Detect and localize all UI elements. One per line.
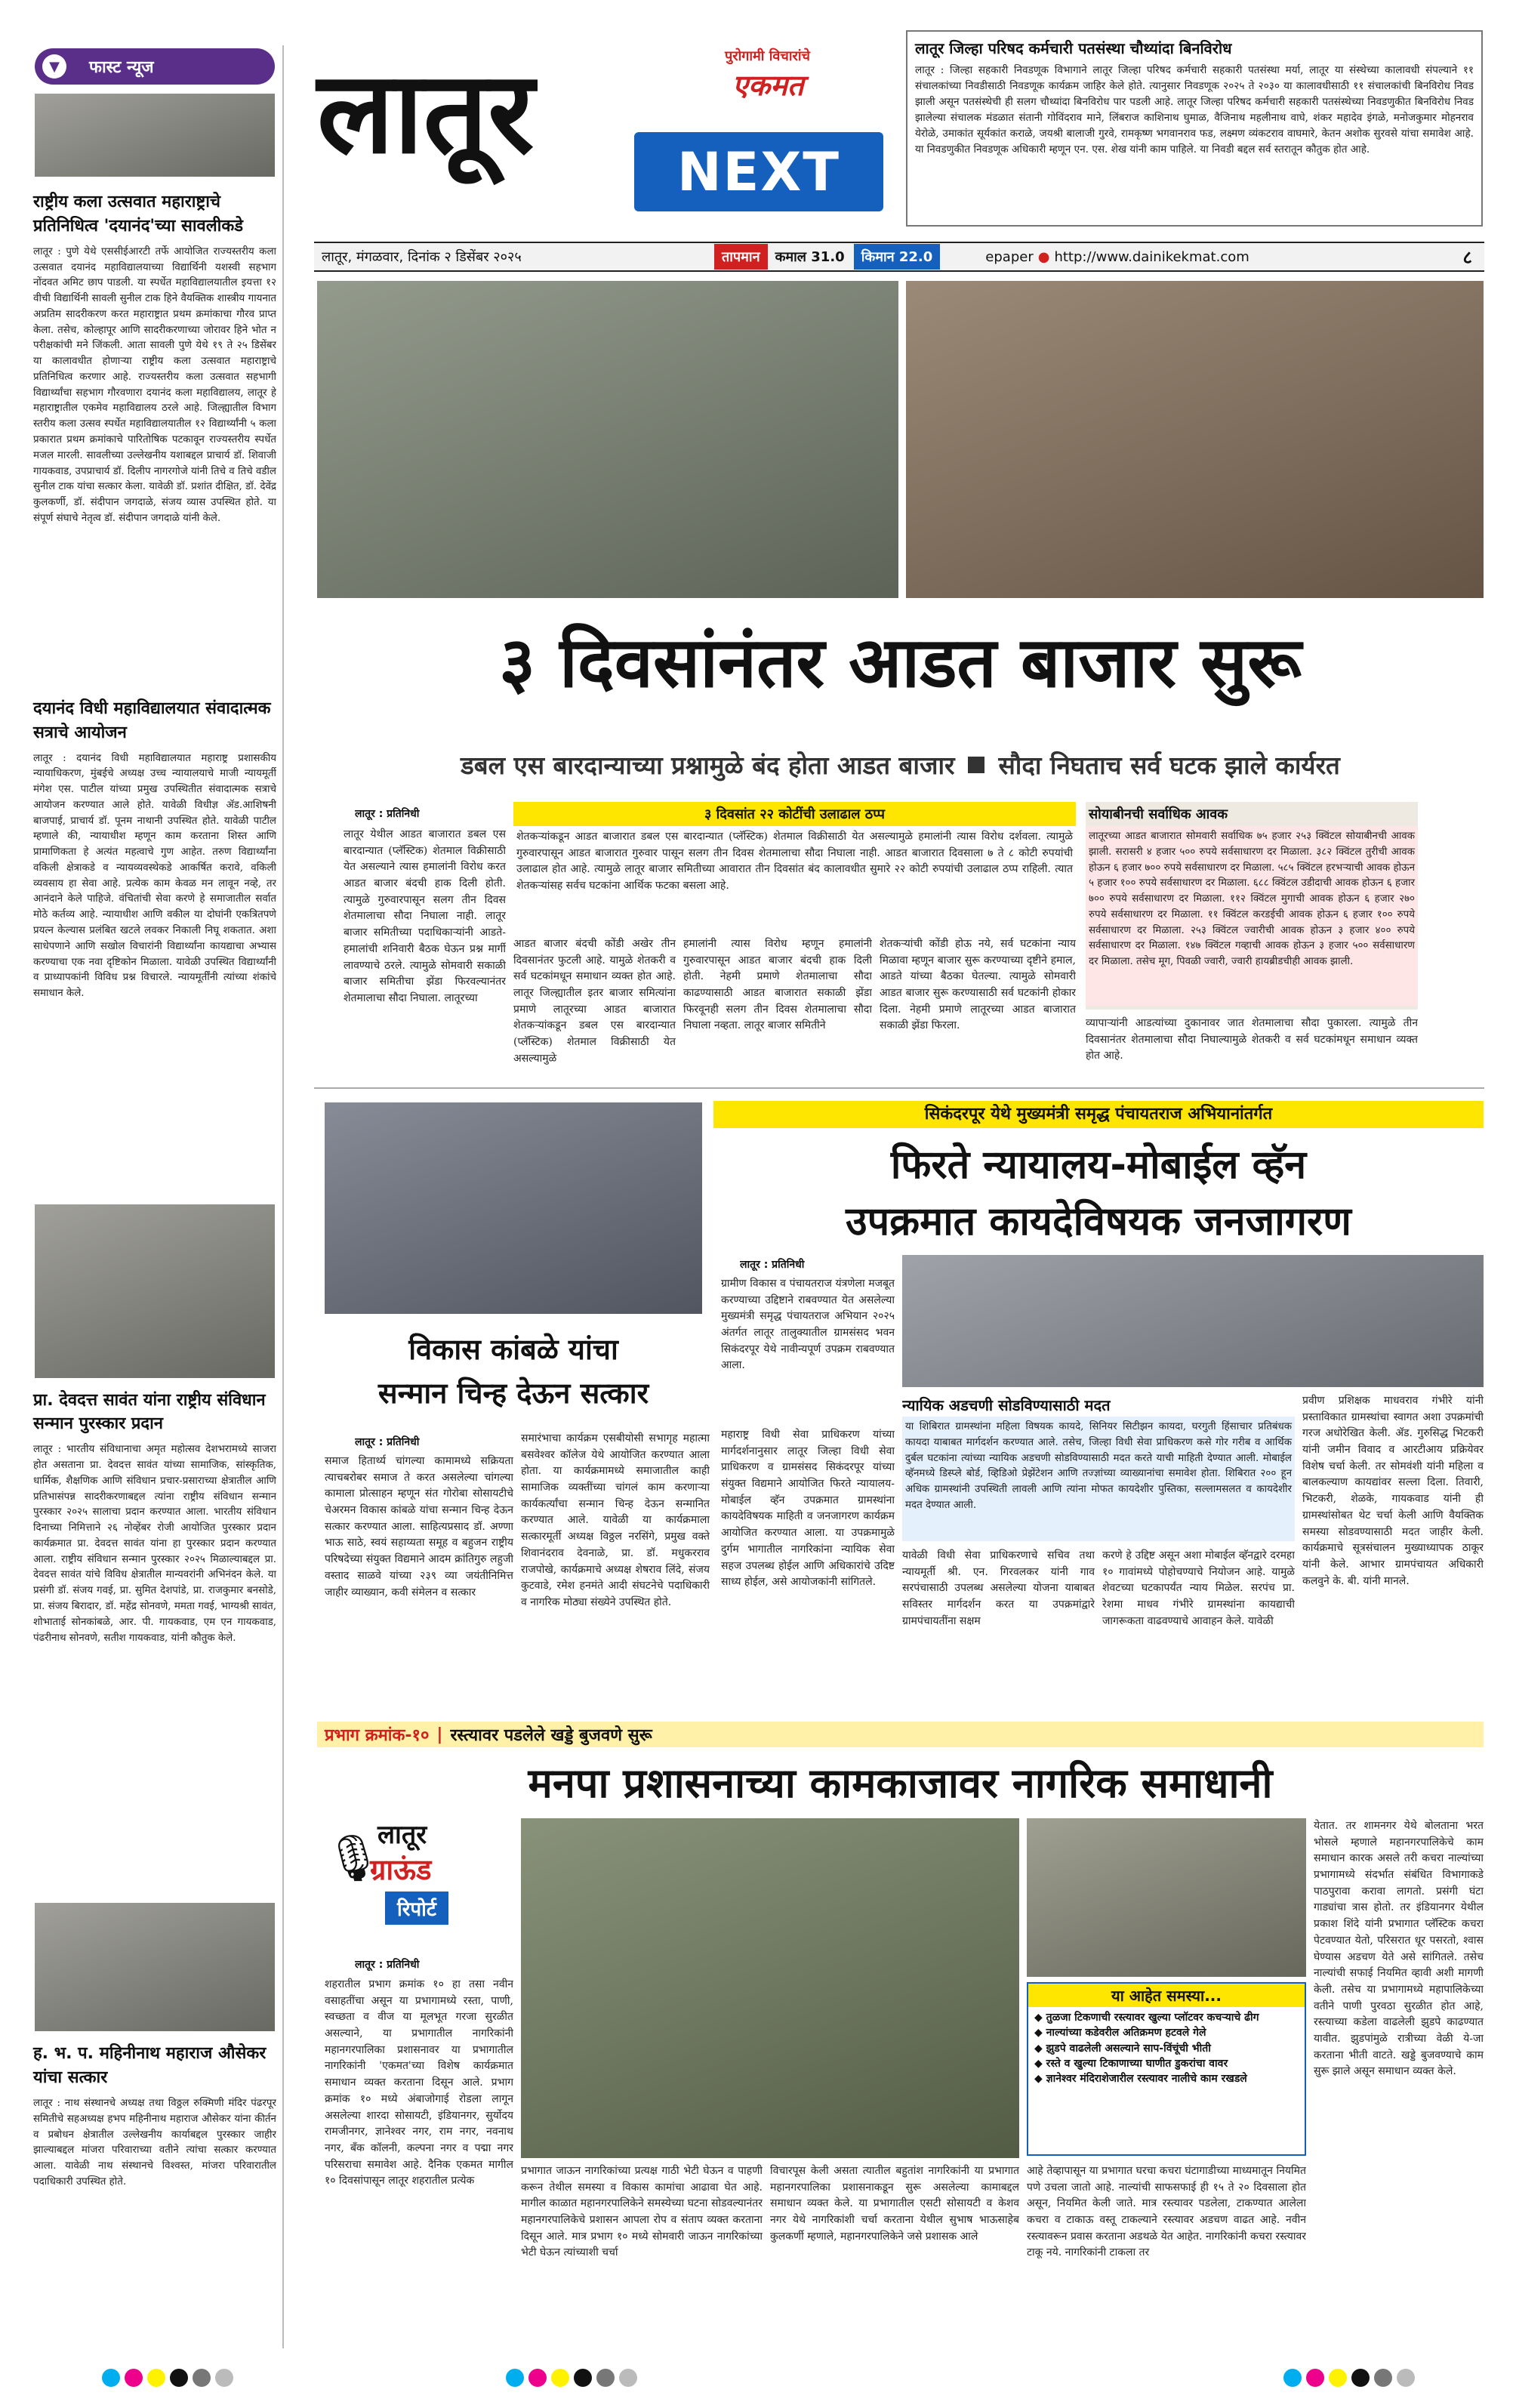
square-icon bbox=[968, 757, 984, 773]
s3-title: प्रा. देवदत्त सावंत यांना राष्ट्रीय संविधान सन्मान पुरस्कार प्रदान bbox=[33, 1390, 266, 1434]
soy-body: लातूरच्या आडत बाजारात सोमवारी सर्वाधिक ७५ हजार २५३ क्विंटल सोयाबीनची आवक झाली. सरासरी ४ हजार ५०० रुपये सर्वसाधारण दर मिळाला. ३८२ क्विंटल तुरीची आवक होऊन ६ हजार ७०० रुपये सर्वसाधारण दर मिळाला. ५८५ क्विंटल हरभऱ्याची आवक होऊन ५ हजार १०० रुपये सर्वसाधारण दर मिळाला. ६८८ क्विंटल उडीदाची आवक होऊन ६ हजार ७०० रुपये सर्वसाधारण दर मिळाला. ११२ क्विंटल मुगाची आवक होऊन ६ हजार २७० रुपये सर्वसाधारण दर मिळाला. ११ क्विंटल करडईची आवक होऊन ६ हजार १०० रुपये सर्वसाधारण दर मिळाला. २५३ क्विंटल ज्वारीची आवक होऊन ३ हजार ४०० रुपये सर्वसाधारण दर मिळाला. १४७ क्विंटल गव्हाची आवक होऊन ३ हजार ५०० सर्वसाधारण दर मिळाला. तसेच मूग, पिवळी ज्वारी, ज्वारी हायब्रीडचीही आवक झाली. bbox=[1086, 826, 1418, 1006]
fast-news-label: फास्ट न्यूज bbox=[89, 58, 154, 77]
photo-pig-garbage bbox=[521, 1818, 1019, 2158]
s4-body: लातूर : नाथ संस्थानचे अध्यक्ष तथा विठ्ठल रुक्मिणी मंदिर पंढरपूर समितीचे सहअध्यक्ष हभप महिनीनाथ महाराज औसेकर यांना कीर्तन व प्रबोधन क्षेत्रातील उल्लेखनीय कार्याबद्दल पुरस्कार जाहीर झाल्याबद्दल मांजरा परिवाराच्या वतीने त्यांचा सत्कार करण्यात आला. यावेळी नाथ संस्थानचे विश्वस्त, मांजरा परिवारातील पदाधिकारी उपस्थित होते. bbox=[33, 2098, 276, 2188]
court-box-body: या शिबिरात ग्रामस्थांना महिला विषयक कायदे, सिनियर सिटीझन कायदा, घरगुती हिंसाचार प्रतिबंधक कायदा याबाबत मार्गदर्शन करण्यात आले. तसेच, जिल्हा विधी सेवा प्राधिकरण कसे गोर गरीब व आर्थिक दुर्बल घटकांना त्यांच्या न्यायिक अडचणी सोडविण्यासाठी मदत करते याची माहिती देण्यात आली. मोबाईल व्हॅनमध्ये डिस्प्ले बोर्ड, व्हिडिओ प्रेझेंटेशन आणि तज्ज्ञांच्या व्याख्यानांचा समावेश होता. शिबिरात २०० हून अधिक ग्रामस्थांनी उपस्थिती लावली आणि त्यांना मोफत कायदेशीर पुस्तिका, सल्लामसलत व कायदेशीर मदत देण्यात आली. bbox=[902, 1417, 1295, 1541]
civic-kicker2: रस्त्यावर पडलेले खड्डे बुजवणे सुरू bbox=[450, 1726, 652, 1745]
brand-logo: एकमत bbox=[732, 69, 804, 102]
issues-list bbox=[1028, 2007, 1305, 2089]
s1-title: राष्ट्रीय कला उत्सवात महाराष्ट्राचे प्रतिनिधित्व 'दयानंद'च्या सावलीकडे bbox=[33, 193, 244, 236]
next-label: NEXT bbox=[676, 140, 841, 203]
lead-col3: हमालांनी त्यास विरोध म्हणून हमालांनी गुरुवारपासून आडत बाजार बंदची हाक दिली होती. नेहमी प्रमाणे शेतमालाचा सौदा काढण्यासाठी आडत बाजारात सकाळी झेंडा फिरवूनही सलग तीन दिवस शेतमालाचा सौदा निघाला नव्हता. लातूर बाजार समितीने bbox=[683, 938, 872, 1032]
photo-court-van bbox=[902, 1255, 1484, 1387]
civic-headline: मनपा प्रशासनाच्या कामकाजावर नागरिक समाधानी bbox=[528, 1759, 1273, 1807]
masthead bbox=[302, 45, 891, 227]
top-box-body: लातूर : जिल्हा सहकारी निवडणूक विभागाने लातूर जिल्हा परिषद कर्मचारी सहकारी पतसंस्था मर्या, लातूर या संस्थेच्या कालावधी संपल्याने ११ संचालकांच्या निवडीसाठी निवडणूक कार्यक्रम जाहिर केले होते. त्यानुसार निवडणूक २०२५ ते २०३० या कालावधीसाठी ११ संचालकांची बिनविरोध निवड झाली असून पतसंस्थेची ही सलग चौथ्यांदा बिनविरोध पार पडली आहे. लातूर जिल्हा परिषद कर्मचारी सहकारी पतसंस्थेच्या निवडणुकीत बिनविरोध निवड झालेल्या संचालक मंडळात संतानी गोविंदराव माने, लिंबराज काशिनाथ घुमाळ, वैजिनाथ महलीनाथ वाघे, शंकर महादेव इंगळे, मनोजकुमार मोहनराव येरोळे, उमाकांत सूर्यकांत कराळे, जयश्री बालाजी गुरवे, रामकृष्ण भगवानराव फड, लक्ष्मण व्यंकटराव वाघमारे, केतन अशोक सुरवसे यांचा समावेश आहे. या निवडणुकीत निवडणूक अधिकारी म्हणून एन. एस. शेख यांनी काम पाहिले. या निवडी बद्दल सर्व स्तरातून कौतुक होत आहे. bbox=[915, 64, 1474, 156]
lead-col4: शेतकऱ्यांची कोंडी होऊ नये, सर्व घटकांना न्याय मिळावा म्हणून बाजार सुरू करण्याच्या दृष्टीने हमाल, आडते यांच्या बैठका घेतल्या. त्यामुळे सोमवारी आडत बाजार सुरू करण्यासाठी सर्व घटकांनी होकार दिला. नेहमी प्रमाणे लातूरच्या आडत बाजारात सकाळी झेंडा फिरला. bbox=[880, 938, 1076, 1032]
award-byline: लातूर : प्रतिनिधी bbox=[355, 1436, 420, 1448]
court-col1: ग्रामीण विकास व पंचायतराज यंत्रणेला मजबूत करण्याच्या उद्दिष्टाने राबवण्यात येत असलेल्या मुख्यमंत्री समृद्ध पंचायतराज अभियान २०२५ अंतर्गत लातूर तालुक्यातील ग्रामसंसद भवन सिकंदरपूर येथे नावीन्यपूर्ण उपक्रम राबवण्यात आला. bbox=[721, 1278, 895, 1372]
issues-title: या आहेत समस्या... bbox=[1028, 1984, 1305, 2007]
s2-body: लातूर : दयानंद विधी महाविद्यालयात महाराष्ट्र प्रशासकीय न्यायाधिकरण, मुंबईचे अध्यक्ष उच्च न्यायालयाचे माजी न्यायमूर्ती मंगेश एस. पाटील यांच्या प्रमुख उपस्थितीत संवादात्मक सत्राचे आयोजन करण्यात आले होते. यावेळी विधीज्ञ ॲड.आशिषनी बाजपाई, प्राचार्य डॉ. पूनम नाथानी उपस्थित होते. यावेळी पाटील म्हणाले की, न्यायाधीश म्हणून काम करताना शिस्त आणि प्रामाणिकता हे अत्यंत महत्वाचे गुण आहेत. तरुण विद्यार्थ्यांना वकिली क्षेत्राकडे व न्यायव्यवस्थेकडे आकर्षित करावे, वकिली व्यवसाय हा सेवा आहे. प्रत्येक काम केवळ मन लावून नव्हे, तर आनंदाने केले पाहिजे. वंचितांची सेवा करणे हे समाजातील सर्वात मोठे कर्तव्य आहे. न्यायाधीश आणि वकील या दोघांनी एकत्रितपणे प्रयत्न केल्यास प्रलंबित खटले लवकर निकाली निघू शकतात. अशा साधेपणाने आणि सखोल विचारांनी विद्यार्थ्यांना कायद्याचा अभ्यास करण्याचा एक नवा दृष्टिकोन मिळाला. यावेळी उपस्थित विद्यार्थ्यांनी व प्राध्यापकांनी विविध प्रश्न विचारले. न्यायमूर्तींनी त्यांच्या शंकांचे समाधान केले. bbox=[33, 752, 276, 1000]
registration-marks-right bbox=[1283, 2366, 1510, 2389]
civic-col3: विचारपूस केली असता त्यातील बहुतांश नागरिकांनी या प्रभागात महानगरपालिका प्रशासनाकडून सुरू असलेल्या कामाबद्दल समाधान व्यक्त केले. या प्रभागातील एसटी सोसायटी व केशव नगर येथे नागरिकांशी चर्चा करताना येथील सुभाष भाऊसाहेब कुलकर्णी म्हणाले, महानगरपालिकेने जसे प्रशासक आले bbox=[770, 2165, 1019, 2243]
microphone-icon: 🎙 bbox=[325, 1832, 383, 1885]
court-h1: फिरते न्यायालय-मोबाईल व्हॅन bbox=[890, 1142, 1307, 1188]
civic-col5: येतात. तर शामनगर येथे बोलताना भरत भोसले म्हणाले महानगरपालिकेचे काम समाधान कारक असले तरी कचरा नाल्यांच्या प्रभागामध्ये संदर्भात संबंधित विभागाकडे पाठपुरावा करावा लागतो. प्रसंगी घंटा गाड्यांचा त्रास होतो. तर इंडियानगर येथील प्रकाश शिंदे यांनी प्रभागात प्लॅस्टिक कचरा पेटवण्यात येतो, परिसरात धूर पसरतो, श्वास घेण्यास अडचण येते असे सांगितले. तसेच नाल्यांची सफाई नियमित व्हावी अशी मागणी केली. तसेच या प्रभागामध्ये महापालिकेच्या वतीने पाणी पुरवठा सुरळीत होत आहे, रस्त्याच्या कडेला वाढलेली झुडपे काढण्यात यावीत. झुडपांमुळे रात्रीच्या वेळी ये-जा करताना भीती वाटते. खड्डे बुजवण्याचे काम सुरू झाले असून समाधान व्यक्त केले. bbox=[1314, 1820, 1484, 2078]
divider bbox=[314, 1087, 1484, 1089]
masthead-title: लातूर bbox=[317, 48, 535, 179]
temp-max: कमाल 31.0 bbox=[775, 249, 845, 265]
s3-body: लातूर : भारतीय संविधानाचा अमृत महोत्सव देशभरामध्ये साजरा होत असताना प्रा. देवदत्त सावंत यांच्या सामाजिक, सांस्कृतिक, धार्मिक, शैक्षणिक आणि संविधान प्रचार-प्रसाराच्या क्षेत्रातील आणि प्रतिभासंपन्न सादरीकरणाबद्दल त्यांना राष्ट्रीय संविधान सन्मान पुरस्कार २०२५ सालाचा प्रदान करण्यात आला. भारतीय संविधान दिनाच्या निमित्ताने २६ नोव्हेंबर रोजी आयोजित पुरस्कार प्रदान कार्यक्रमात प्रा. देवदत्त सावंत यांना हा पुरस्कार प्रदान करण्यात आला. राष्ट्रीय संविधान सन्मान पुरस्कार २०२५ मिळाल्याबद्दल प्रा. देवदत्त सावंत यांचे विविध क्षेत्रातील मान्यवरांनी अभिनंदन केले. या प्रसंगी डॉ. संजय गवई, प्रा. सुमित देशपांडे, प्रा. राजकुमार बनसोडे, प्रा. संजय बिरादार, डॉ. महेंद्र सोनवणे, ममता गवई, भाग्यश्री सावंत, शोभाताई सोनकांबळे, आर. पी. गायकवाड, एम एन गायकवाड, पंढरीनाथ सोनवणे, सतीश गायकवाड, यांनी कौतुक केले. bbox=[33, 1444, 276, 1644]
logo-bot: रिपोर्ट bbox=[385, 1892, 448, 1925]
epaper-link[interactable]: http://www.dainikekmat.com bbox=[1054, 248, 1249, 265]
photo-ausekar bbox=[35, 1903, 275, 2031]
lead-box-title: ३ दिवसांत २२ कोटींची उलाढाल ठप्प bbox=[513, 802, 1076, 826]
s1-body: लातूर : पुणे येथे एससीईआरटी तर्फे आयोजित राज्यस्तरीय कला उत्सवात दयानंद महाविद्यालयाच्या विद्यार्थिनी यशस्वी सहभाग नोंदवत अमिट छाप पाडली. या स्पर्धेत महाविद्यालयातील इयत्ता १२ वीची विद्यार्थिनी सावली सुनील टाक हिने वैयक्तिक शास्त्रीय गायनात अप्रतिम सादरीकरण करत महाराष्ट्रात प्रथम क्रमांकाचा गौरव प्राप्त केला. तसेच, कोल्हापूर आणि सादरीकरणाच्या जोरावर हिने भोत न परीक्षकांची मने जिंकली. आता सावली पुणे येथे १९ ते २५ डिसेंबर या कालावधीत होणाऱ्या राष्ट्रीय कला उत्सवात महाराष्ट्राचे प्रतिनिधित्व करणार आहे. राज्यस्तरीय कला उत्सवात सहभागी विद्यार्थ्यांचा सहभाग गौरवणारा दयानंद कला महाविद्यालय, लातूर हे महाराष्ट्रातील एकमेव महाविद्यालय ठरले आहे. जिल्ह्यातील विभाग स्तरीय कला उत्सव स्पर्धेत महाविद्यालयातील १२ विद्यार्थ्यांनी ५ कला प्रकारात प्रथम क्रमांकाचे पारितोषिक पटकावून राज्यस्तरीय स्पर्धेत मजल मारली. सावलीच्या उल्लेखनीय यशाबद्दल प्राचार्य डॉ. शिवाजी गायकवाड, उपप्राचार्य डॉ. दिलीप नागरगोजे यांनी तिचे व तिचे वडील सुनील टाक यांचा सत्कार केला. यावेळी डॉ. प्रशांत दीक्षित, डॉ. देवेंद्र कुलकर्णी, डॉ. संदीपान जगदाळे, संजय व्यास उपस्थित होते. या संपूर्ण संघाचे नेतृत्व डॉ. संदीपान जगदाळे यांनी केले. bbox=[33, 245, 276, 524]
court-box-title: न्यायिक अडचणी सोडविण्यासाठी मदत bbox=[902, 1396, 1111, 1414]
issue-item: ◆ ज्ञानेश्वर मंदिराशेजारील रस्त्यावर नालीचे काम रखडले bbox=[1034, 2073, 1247, 2086]
temp-min: किमान 22.0 bbox=[854, 244, 941, 270]
photo-market-street bbox=[317, 281, 898, 598]
court-col5: प्रवीण प्रशिक्षक माधवराव गंभीरे यांनी प्रस्ताविकात ग्रामस्थांचा स्वागत अशा उपक्रमांची गरज अधोरेखित केली. ॲड. गुरुसिद्ध भिटकरी यांनी जमीन विवाद व आरटीआय प्रक्रियेवर विशेष चर्चा केली. तर सोमवंशी यांनी महिला व बालकल्याण कायद्यांवर सल्ला दिला. तिवारी, भिटकरी, शेळके, गायकवाड यांनी ही ग्रामस्थांसोबत थेट चर्चा केली आणि वैयक्तिक समस्या सोडवण्यासाठी मदत जाहीर केली. कार्यक्रमाचे सूत्रसंचालन मुख्याध्यापक ठाकूर यांनी केले. आभार ग्रामपंचायत अधिकारी कलवुने के. बी. यांनी मानले. bbox=[1302, 1395, 1484, 1587]
court-box bbox=[902, 1393, 1295, 1544]
photo-market-grain bbox=[906, 281, 1484, 598]
temp-label: तापमान bbox=[714, 244, 768, 270]
globe-icon: ● bbox=[1037, 248, 1050, 265]
civic-byline: लातूर : प्रतिनिधी bbox=[355, 1959, 420, 1971]
lead-col1: लातूर येथील आडत बाजारात डबल एस बारदान्यात (प्लॅस्टिक) शेतमाल विक्रीसाठी येत असल्याने त्यास हमालांनी विरोध करत आडत बाजार बंदची हाक दिली होती. त्यामुळे गुरुवारपासून सलग तीन दिवस शेतमालाचा सौदा निघाला नाही. लातूर बाजार समितीच्या पदाधिकाऱ्यांनी आडते-हमालांची शनिवारी बैठक घेऊन प्रश्न मार्गी लावण्याचे ठरले. त्यामुळे सोमवारी सकाळी बाजार समितीचा झेंडा फिरवल्यानंतर शेतमालाचा सौदा निघाला. लातूरच्या bbox=[344, 828, 506, 1004]
logo-mid: ग्राऊंड bbox=[370, 1853, 432, 1886]
court-col2: महाराष्ट्र विधी सेवा प्राधिकरण यांच्या मार्गदर्शनानुसार लातूर जिल्हा विधी सेवा प्राधिकरण व ग्रामसंसद सिकंदरपूर यांच्या संयुक्त विद्यमाने आयोजित फिरते न्यायालय-मोबाईल व्हॅन उपक्रमात ग्रामस्थांना कायदेविषयक माहिती व जनजागरण कार्यक्रम आयोजित करण्यात आला. या उपक्रमामुळे दुर्गम भागातील नागरिकांना न्यायिक सेवा सहज उपलब्ध होईल आणि अधिकारांचे उदिष्ट साध्य होईल, असे आयोजकांनी सांगितले. bbox=[721, 1429, 895, 1589]
issue-item: ◆ तुळजा टिकणाची रस्त्यावर खुल्या प्लॉटवर कचऱ्याचे ढीग bbox=[1034, 2012, 1259, 2024]
soy-box bbox=[1086, 802, 1418, 1010]
lead-box bbox=[513, 802, 1076, 930]
next-logo bbox=[634, 132, 883, 211]
civic-col4: आहे तेव्हापासून या प्रभागात घरचा कचरा घंटागाडीच्या माध्यमातून नियमित पणे उचला जातो आहे. नाल्यांची साफसफाई ही १५ ते २० दिवसाला होत असून, नियमित केली जाते. मात्र रस्त्यावर पडलेला, टाकण्यात आलेला कचरा व टाकाऊ वस्तू टाकल्याने रस्त्यावर अडचण वाढत आहे. नवीन रस्त्यावरून प्रवास करताना अडथळे येत आहेत. नागरिकांनी कचरा रस्त्यावर टाकू नये. नागरिकांनी टाकला तर bbox=[1027, 2165, 1306, 2259]
lead-headline: ३ दिवसांनंतर आडत बाजार सुरू bbox=[499, 622, 1302, 703]
deck-left: डबल एस बारदान्याच्या प्रश्नामुळे बंद होता आडत बाजार bbox=[461, 751, 955, 780]
page-number: ८ bbox=[1462, 246, 1472, 268]
civic-col1: शहरातील प्रभाग क्रमांक १० हा तसा नवीन वसाहतींचा असून या प्रभागामध्ये रस्ता, पाणी, स्वच्छता व वीज या मूलभूत गरजा सुरळीत असल्याने, या प्रभागातील नागरिकांनी महानगरपालिका प्रशासनावर या प्रभागातील नागरिकांनी 'एकमत'च्या विशेष कार्यक्रमात समाधान व्यक्त करताना दिसून आले. प्रभाग क्रमांक १० मध्ये अंबाजोगाई रोडला लागून असलेल्या शारदा सोसायटी, इंडियानगर, सुर्योदय रामजीनगर, ज्ञानेश्वर नगर, राम नगर, नवनाथ नगर, बँक कॉलनी, कल्पना नगर व पद्मा नगर परिसराचा समावेश आहे. दैनिक एकमत मागील १० दिवसांपासून लातूर शहरातील प्रत्येक bbox=[325, 1978, 513, 2188]
photo-building bbox=[1027, 1818, 1306, 1977]
deck-right: सौदा निघताच सर्व घटक झाले कार्यरत bbox=[998, 751, 1340, 780]
issue-item: ◆ झुडपे वाढलेली असल्याने साप-विंचूंची भीती bbox=[1034, 2042, 1211, 2055]
sidebar bbox=[27, 45, 284, 2348]
registration-marks-center bbox=[506, 2366, 732, 2389]
award-h2: सन्मान चिन्ह देऊन सत्कार bbox=[377, 1377, 649, 1410]
photo-award bbox=[325, 1102, 702, 1314]
lead-col2: आडत बाजार बंदची कोंडी अखेर तीन दिवसानंतर फुटली आहे. यामुळे शेतकरी व सर्व घटकांमधून समाधान व्यक्त होत आहे. लातूर जिल्ह्यातील इतर बाजार समित्यांना प्रमाणे लातूरच्या आडत बाजारात शेतकऱ्यांकडून डबल एस बारदान्यात (प्लॅस्टिक) शेतमाल विक्रीसाठी येत असल्यामुळे bbox=[513, 938, 676, 1065]
dateline bbox=[314, 242, 1484, 272]
chevron-down-icon: ▼ bbox=[42, 54, 66, 79]
court-h2: उपक्रमात कायदेविषयक जनजागरण bbox=[846, 1199, 1351, 1244]
brand-tagline: पुरोगामी विचारांचे bbox=[725, 48, 810, 64]
issue-item: ◆ नाल्यांच्या कडेवरील अतिक्रमण हटवले गेले bbox=[1034, 2027, 1206, 2040]
epaper-label: epaper bbox=[985, 248, 1034, 265]
court-byline: लातूर : प्रतिनिधी bbox=[740, 1259, 805, 1271]
lead-byline: लातूर : प्रतिनिधी bbox=[355, 808, 420, 820]
court-col4: करणे हे उद्दिष्ट असून अशा मोबाईल व्हॅनद्वारे दरमहा १० गावांमध्ये पोहोचण्याचे नियोजन आहे. यामुळे शेवटच्या घटकापर्यंत न्याय मिळेल. सरपंच प्रा. रेशमा माधव गंभीरे ग्रामस्थांना कायद्याची जागरूकता वाढवण्याचे आवाहन केले. यावेळी bbox=[1102, 1549, 1295, 1627]
civic-col2: प्रभागात जाऊन नागरिकांच्या प्रत्यक्ष गाठी भेटी घेऊन व पाहणी करून तेथील समस्या व विकास कामांचा आढावा घेत आहे. मागील काळात महानगरपालिकेने समस्येच्या घटना सोडवल्यानंतर महानगरपालिकेचे प्रशासन आपला रोप व संताप व्यक्त करताना दिसून आले. मात्र प्रभाग १० मध्ये सोमवारी जाऊन नागरिकांच्या भेटी घेऊन त्यांच्याशी चर्चा bbox=[521, 2165, 763, 2259]
award-col2: समारंभाचा कार्यक्रम एसबीयोसी सभागृह महात्मा बसवेश्वर कॉलेज येथे आयोजित करण्यात आला होता. या कार्यक्रमामध्ये समाजातील काही सामाजिक व्यक्तींच्या चांगलं काम करणाऱ्या कार्यकर्त्यांचा सन्मान चिन्ह देऊन सन्मानित करण्यात आले. यावेळी या कार्यक्रमाला सत्कारमूर्ती अध्यक्ष विठ्ठल नरसिंगे, प्रमुख वक्ते शिवानंदराव देवनाळे, प्रा. डॉ. मधुकरराव राजपोखे, कार्यक्रमाचे अध्यक्ष शेषराव लिंदे, संजय कुटवाडे, रमेश हनमंते आदी संघटनेचे पदाधिकारी व नागरिक मोठ्या संख्येने उपस्थित होते. bbox=[521, 1432, 710, 1608]
registration-marks-left bbox=[102, 2366, 328, 2389]
fast-news-badge bbox=[35, 48, 275, 85]
lead-deck bbox=[317, 744, 1484, 785]
issues-box bbox=[1027, 1982, 1306, 2156]
issue-item: ◆ रस्ते व खुल्या टिकाणाच्या घाणीत डुकरांचा वावर bbox=[1034, 2057, 1228, 2070]
top-box bbox=[906, 30, 1483, 227]
lead-box-body: शेतकऱ्यांकडून आडत बाजारात डबल एस बारदान्यात (प्लॅस्टिक) शेतमाल विक्रीसाठी येत असल्यामुळे हमालांनी त्यास विरोध दर्शवला. त्यामुळे गुरुवारपासून आडत बाजारात गुरुवार पासून सलग तीन दिवस शेतमालाचा सौदा निघाला नाही. आडत बाजारात दिवसाला ७ ते ८ कोटी रुपयांची उलाढाल होत आहे. त्यामुळे लातूर बाजार समितीच्या आवारात तीन दिवसांत बंद कालावधीत सुमारे २२ कोटी रुपयांची उलाढाल ठप्प राहिली. त्यात शेतकऱ्यांसह सर्वच घटकांना आर्थिक फटका बसला आहे. bbox=[516, 831, 1073, 893]
photo-sawant bbox=[35, 1204, 275, 1378]
bar-separator: | bbox=[436, 1725, 443, 1744]
civic-kicker: प्रभाग क्रमांक-१० bbox=[325, 1726, 430, 1745]
logo-top: लातूर bbox=[377, 1820, 427, 1850]
s4-title: ह. भ. प. महिनीनाथ महाराज औसेकर यांचा सत्कार bbox=[33, 2044, 267, 2088]
award-h1: विकास कांबळे यांचा bbox=[408, 1333, 618, 1366]
soy-title: सोयाबीनची सर्वाधिक आवक bbox=[1089, 806, 1228, 822]
soy-tail: व्यापाऱ्यांनी आडत्यांच्या दुकानावर जात शेतमालाचा सौदा पुकारला. त्यामुळे तीन दिवसानंतर शेतमालाचा सौदा निघाल्यामुळे शेतकरी व सर्व घटकांमधून समाधान व्यक्त होत आहे. bbox=[1086, 1017, 1418, 1062]
photo-sawali bbox=[35, 94, 275, 177]
court-col3: यावेळी विधी सेवा प्राधिकरणाचे सचिव तथा न्यायमूर्ती श्री. एन. गिरवलकर यांनी गाव सरपंचासाठी उपलब्ध असलेल्या योजना याबाबत सविस्तर मार्गदर्शन करत या उपक्रमांद्वारे ग्रामपंचायतींना सक्षम bbox=[902, 1549, 1095, 1627]
award-col1: समाज हितार्थ्य चांगल्या कामामध्ये सक्रियता त्याचबरोबर समाज ते करत असलेल्या चांगल्या कामाला प्रोत्साहन म्हणून संत गोरोबा सोसायटीचे चेअरमन विकास कांबळे यांचा सन्मान चिन्ह देऊन सत्कार करण्यात आला. साहित्यप्रसाद डॉ. अण्णा भाऊ साठे, स्वयं सहाय्यता समूह व बहुजन राष्ट्रीय परिषदेच्या संयुक्त विद्यमाने आदम क्रांतिगुरु लहुजी वस्ताद साळवे यांच्या २३९ व्या जयंतीनिमित्त जाहीर व्याख्यान, कवी संमेलन व सत्कार bbox=[325, 1455, 513, 1599]
date-text: लातूर, मंगळवार, दिनांक २ डिसेंबर २०२५ bbox=[322, 249, 522, 265]
top-box-title: लातूर जिल्हा परिषद कर्मचारी पतसंस्था चौथ्यांदा बिनविरोध bbox=[915, 39, 1232, 57]
court-kicker: सिकंदरपूर येथे मुख्यमंत्री समृद्ध पंचायतराज अभियानांतर्गत bbox=[713, 1101, 1484, 1128]
civic-kicker-bar bbox=[317, 1722, 1484, 1747]
s2-title: दयानंद विधी महाविद्यालयात संवादात्मक सत्राचे आयोजन bbox=[33, 698, 271, 742]
